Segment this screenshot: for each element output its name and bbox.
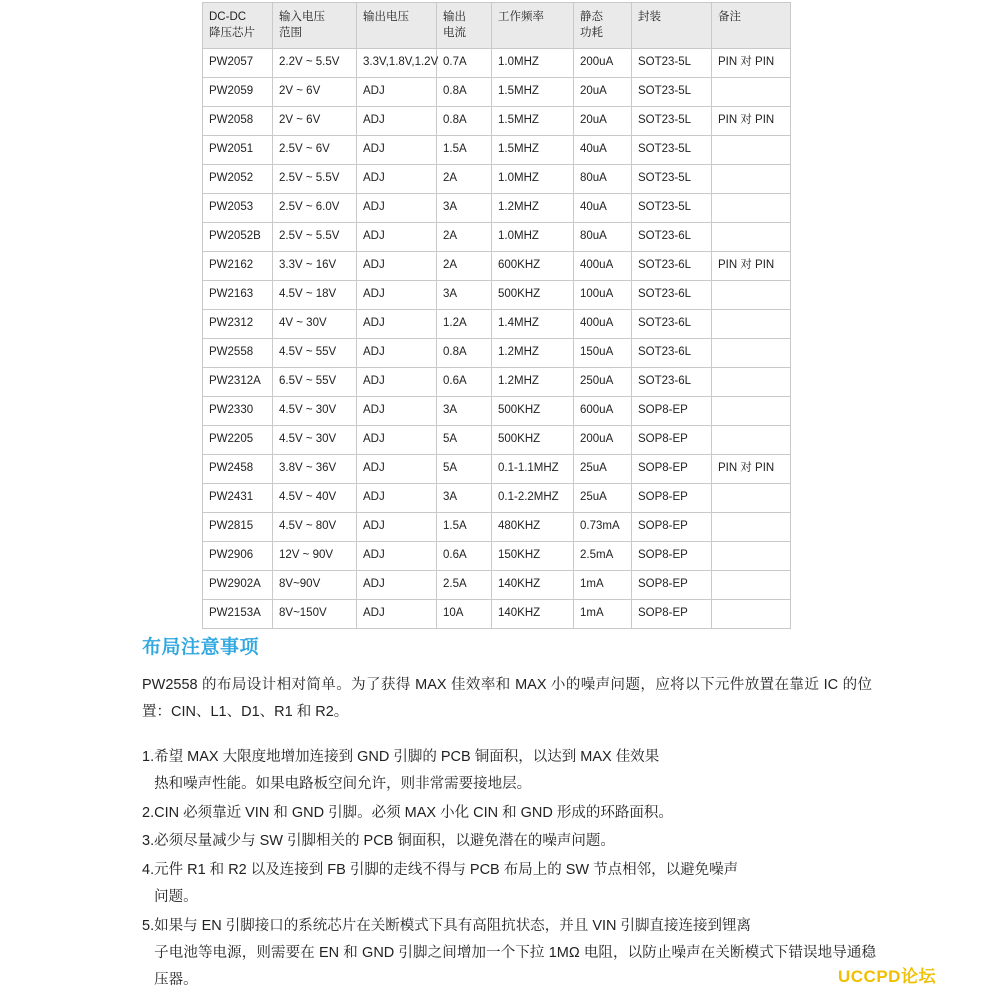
list-item [142,800,876,827]
table-row [203,78,791,107]
cell-package: SOP8-EP [632,542,712,571]
cell-quiescent: 40uA [574,136,632,165]
cell-quiescent: 200uA [574,49,632,78]
cell-quiescent: 150uA [574,339,632,368]
cell-vout: ADJ [357,252,437,281]
cell-vin: 2.5V ~ 5.5V [273,165,357,194]
table-header-row [203,3,791,49]
cell-vin: 6.5V ~ 55V [273,368,357,397]
table-row [203,339,791,368]
cell-chip: PW2312 [203,310,273,339]
cell-iout: 3A [437,484,492,513]
cell-frequency: 1.5MHZ [492,78,574,107]
cell-iout: 1.2A [437,310,492,339]
cell-vout: ADJ [357,310,437,339]
cell-package: SOP8-EP [632,397,712,426]
cell-vout: ADJ [357,136,437,165]
cell-vin: 4.5V ~ 80V [273,513,357,542]
cell-chip: PW2058 [203,107,273,136]
cell-remark [712,513,791,542]
cell-remark [712,397,791,426]
cell-vout: ADJ [357,571,437,600]
cell-package: SOT23-5L [632,136,712,165]
cell-vin: 8V~150V [273,600,357,629]
cell-vin: 4.5V ~ 18V [273,281,357,310]
cell-vin: 12V ~ 90V [273,542,357,571]
cell-frequency: 0.1-1.1MHZ [492,455,574,484]
cell-vin: 4.5V ~ 30V [273,426,357,455]
cell-chip: PW2902A [203,571,273,600]
cell-remark: PIN 对 PIN [712,107,791,136]
cell-quiescent: 100uA [574,281,632,310]
list-item [142,913,876,993]
table-row [203,165,791,194]
cell-frequency: 140KHZ [492,571,574,600]
cell-iout: 1.5A [437,513,492,542]
cell-remark [712,600,791,629]
table-header [203,3,791,49]
cell-package: SOT23-5L [632,49,712,78]
cell-chip: PW2052B [203,223,273,252]
list-item-text [154,828,876,855]
column-header-chip [203,3,273,49]
cell-package: SOT23-5L [632,165,712,194]
cell-package: SOP8-EP [632,455,712,484]
list-item [142,828,876,855]
list-item [142,744,876,798]
cell-chip: PW2059 [203,78,273,107]
cell-vin: 2.5V ~ 5.5V [273,223,357,252]
section-heading-layout-notes: 布局注意事项 [142,637,260,658]
cell-vin: 2V ~ 6V [273,107,357,136]
cell-vin: 3.3V ~ 16V [273,252,357,281]
cell-vout: ADJ [357,165,437,194]
cell-quiescent: 200uA [574,426,632,455]
table-row [203,107,791,136]
table-row [203,542,791,571]
cell-remark [712,223,791,252]
cell-frequency: 600KHZ [492,252,574,281]
cell-frequency: 500KHZ [492,397,574,426]
table-row [203,310,791,339]
cell-remark [712,571,791,600]
list-item-number: 1. [142,749,155,765]
cell-quiescent: 400uA [574,310,632,339]
list-item-text [154,744,876,798]
list-item-number: 4. [142,862,155,879]
cell-package: SOP8-EP [632,600,712,629]
header-line: 降压芯片 [209,26,255,39]
cell-iout: 3A [437,397,492,426]
cell-vin: 2V ~ 6V [273,78,357,107]
header-line: 电流 [443,26,466,39]
list-item-line2: 问题。 [154,889,198,906]
cell-remark [712,136,791,165]
header-line: DC-DC [209,11,247,23]
cell-vin: 4.5V ~ 55V [273,339,357,368]
column-header-remark [712,3,791,49]
cell-quiescent: 80uA [574,223,632,252]
cell-frequency: 1.4MHZ [492,310,574,339]
list-item-number: 2. [142,804,155,821]
table-row [203,49,791,78]
cell-vin: 2.5V ~ 6.0V [273,194,357,223]
cell-iout: 2A [437,165,492,194]
cell-chip: PW2057 [203,49,273,78]
column-header-vout [357,3,437,49]
header-line: 功耗 [580,26,603,39]
cell-frequency: 150KHZ [492,542,574,571]
cell-vout: ADJ [357,397,437,426]
cell-chip: PW2558 [203,339,273,368]
cell-iout: 0.8A [437,107,492,136]
header-line: 静态 [580,11,603,23]
cell-remark [712,78,791,107]
column-header-frequency [492,3,574,49]
cell-quiescent: 400uA [574,252,632,281]
cell-quiescent: 2.5mA [574,542,632,571]
cell-remark: PIN 对 PIN [712,455,791,484]
cell-vin: 2.2V ~ 5.5V [273,49,357,78]
table-row [203,513,791,542]
column-header-vin [273,3,357,49]
cell-quiescent: 250uA [574,368,632,397]
cell-remark [712,339,791,368]
cell-quiescent: 20uA [574,78,632,107]
cell-vout: ADJ [357,513,437,542]
cell-package: SOT23-5L [632,194,712,223]
cell-vout: ADJ [357,455,437,484]
column-header-iout [437,3,492,49]
list-item-line1: 如果与 EN 引脚接口的系统芯片在关断模式下具有高阻抗状态，并且 VIN 引脚直接连接到锂离 [154,917,752,934]
cell-iout: 0.7A [437,49,492,78]
cell-frequency: 500KHZ [492,426,574,455]
header-line: 输出电压 [363,11,409,23]
table-row [203,368,791,397]
cell-quiescent: 0.73mA [574,513,632,542]
cell-frequency: 1.0MHZ [492,165,574,194]
cell-chip: PW2162 [203,252,273,281]
cell-frequency: 1.5MHZ [492,136,574,165]
cell-iout: 3A [437,194,492,223]
cell-package: SOT23-6L [632,368,712,397]
cell-chip: PW2431 [203,484,273,513]
cell-vin: 4.5V ~ 30V [273,397,357,426]
list-item [142,857,876,911]
table-row [203,223,791,252]
cell-remark: PIN 对 PIN [712,252,791,281]
cell-iout: 5A [437,455,492,484]
list-item-text [154,913,876,993]
cell-package: SOT23-6L [632,223,712,252]
table-row [203,281,791,310]
cell-remark [712,165,791,194]
list-item-line1: CIN 必须靠近 VIN 和 GND 引脚。必须 MAX 小化 CIN 和 GND 形成的环路面积。 [154,804,673,821]
list-item-text [154,857,876,911]
dcdc-spec-table [202,2,791,629]
cell-iout: 0.8A [437,78,492,107]
table-row [203,136,791,165]
cell-iout: 2A [437,252,492,281]
table-row [203,252,791,281]
table-row [203,426,791,455]
cell-iout: 5A [437,426,492,455]
cell-vin: 4.5V ~ 40V [273,484,357,513]
list-item-number: 5. [142,917,155,934]
cell-package: SOT23-5L [632,107,712,136]
cell-vin: 4V ~ 30V [273,310,357,339]
cell-vout: ADJ [357,600,437,629]
cell-chip: PW2153A [203,600,273,629]
cell-frequency: 1.2MHZ [492,194,574,223]
cell-quiescent: 80uA [574,165,632,194]
cell-vout: ADJ [357,281,437,310]
list-item-line1: 必须尽量减少与 SW 引脚相关的 PCB 铜面积，以避免潜在的噪声问题。 [154,833,615,850]
cell-remark [712,542,791,571]
cell-package: SOT23-6L [632,252,712,281]
cell-quiescent: 40uA [574,194,632,223]
cell-chip: PW2052 [203,165,273,194]
cell-iout: 0.6A [437,542,492,571]
cell-chip: PW2815 [203,513,273,542]
cell-package: SOT23-6L [632,339,712,368]
cell-vout: ADJ [357,368,437,397]
cell-frequency: 1.2MHZ [492,339,574,368]
table-row [203,397,791,426]
cell-vout: ADJ [357,542,437,571]
cell-frequency: 0.1-2.2MHZ [492,484,574,513]
cell-remark [712,281,791,310]
cell-remark [712,368,791,397]
cell-vout: ADJ [357,223,437,252]
cell-iout: 0.8A [437,339,492,368]
cell-package: SOP8-EP [632,571,712,600]
cell-vin: 2.5V ~ 6V [273,136,357,165]
list-item-number: 3. [142,833,155,850]
cell-vin: 3.8V ~ 36V [273,455,357,484]
cell-remark [712,426,791,455]
cell-vout: ADJ [357,426,437,455]
cell-chip: PW2458 [203,455,273,484]
table-row [203,571,791,600]
list-item-line2: 热和噪声性能。如果电路板空间允许，则非常需要接地层。 [154,775,532,792]
cell-package: SOT23-6L [632,281,712,310]
cell-quiescent: 1mA [574,600,632,629]
cell-package: SOT23-5L [632,78,712,107]
cell-iout: 2.5A [437,571,492,600]
cell-frequency: 140KHZ [492,600,574,629]
cell-iout: 1.5A [437,136,492,165]
cell-chip: PW2163 [203,281,273,310]
cell-quiescent: 20uA [574,107,632,136]
list-item-line1: 希望 MAX 大限度地增加连接到 GND 引脚的 PCB 铜面积，以达到 MAX 佳效果 [154,749,660,765]
cell-vout: ADJ [357,484,437,513]
header-line: 封装 [638,11,661,23]
cell-remark: PIN 对 PIN [712,49,791,78]
cell-chip: PW2312A [203,368,273,397]
cell-remark [712,194,791,223]
list-item-line1: 元件 R1 和 R2 以及连接到 FB 引脚的走线不得与 PCB 布局上的 SW 节点相邻，以避免噪声 [154,862,739,879]
cell-package: SOP8-EP [632,484,712,513]
cell-remark [712,310,791,339]
cell-chip: PW2053 [203,194,273,223]
cell-frequency: 1.2MHZ [492,368,574,397]
list-item-line2: 子电池等电源，则需要在 EN 和 GND 引脚之间增加一个下拉 1MΩ 电阻，以防止噪声在关断模式下错误地导通稳压器。 [154,944,876,988]
header-line: 范围 [279,26,302,39]
watermark: UCCPD论坛 [838,967,936,986]
spec-table-container [202,2,790,629]
cell-package: SOP8-EP [632,426,712,455]
cell-remark [712,484,791,513]
column-header-quiescent [574,3,632,49]
column-header-package [632,3,712,49]
header-line: 工作频率 [498,11,544,23]
cell-vout: 3.3V,1.8V,1.2V [357,49,437,78]
cell-vin: 8V~90V [273,571,357,600]
list-item-text [154,800,876,827]
cell-chip: PW2330 [203,397,273,426]
cell-vout: ADJ [357,339,437,368]
cell-vout: ADJ [357,78,437,107]
header-line: 备注 [718,11,741,23]
cell-frequency: 480KHZ [492,513,574,542]
layout-notes-list [142,744,876,995]
cell-chip: PW2051 [203,136,273,165]
table-row [203,455,791,484]
table-row [203,600,791,629]
cell-vout: ADJ [357,107,437,136]
table-row [203,484,791,513]
table-row [203,194,791,223]
cell-iout: 10A [437,600,492,629]
cell-quiescent: 25uA [574,455,632,484]
cell-frequency: 500KHZ [492,281,574,310]
cell-vout: ADJ [357,194,437,223]
table-body [203,49,791,629]
cell-quiescent: 600uA [574,397,632,426]
cell-quiescent: 25uA [574,484,632,513]
cell-package: SOT23-6L [632,310,712,339]
cell-frequency: 1.0MHZ [492,49,574,78]
cell-chip: PW2906 [203,542,273,571]
cell-chip: PW2205 [203,426,273,455]
cell-iout: 3A [437,281,492,310]
cell-frequency: 1.0MHZ [492,223,574,252]
cell-frequency: 1.5MHZ [492,107,574,136]
section-intro-paragraph: PW2558 的布局设计相对简单。为了获得 MAX 佳效率和 MAX 小的噪声问题，应将以下元件放置在靠近 IC 的位置：CIN、L1、D1、R1 和 R2。 [142,677,872,720]
cell-quiescent: 1mA [574,571,632,600]
cell-package: SOP8-EP [632,513,712,542]
cell-iout: 2A [437,223,492,252]
header-line: 输入电压 [279,11,325,23]
cell-iout: 0.6A [437,368,492,397]
header-line: 输出 [443,11,466,23]
